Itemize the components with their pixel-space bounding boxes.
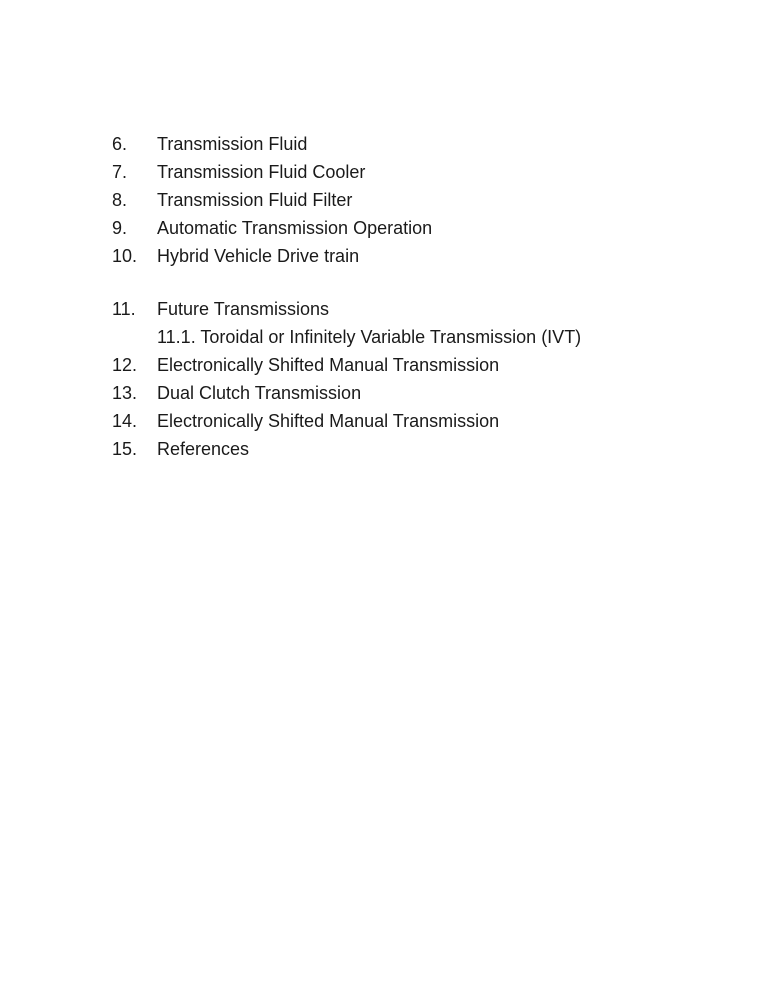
toc-item-label: Automatic Transmission Operation (157, 218, 433, 238)
toc-item (112, 158, 581, 186)
toc-item-number: 12. (112, 355, 138, 375)
toc-item (112, 214, 581, 242)
toc-item-label: Transmission Fluid Filter (157, 190, 353, 210)
toc-item-number: 7. (112, 162, 128, 182)
toc-item-number: 8. (112, 190, 128, 210)
toc-item-number: 13. (112, 383, 138, 403)
toc-item-label: Transmission Fluid (157, 134, 308, 154)
toc-item-label: Hybrid Vehicle Drive train (157, 246, 360, 266)
toc-item-number: 6. (112, 134, 128, 154)
toc-item-number: 9. (112, 218, 128, 238)
toc-subitem-label: 11.1. Toroidal or Infinitely Variable Transmission (IVT) (157, 327, 582, 347)
toc-group-1 (112, 130, 581, 270)
table-of-contents (112, 130, 581, 463)
toc-item-number: 15. (112, 439, 138, 459)
toc-item (112, 186, 581, 214)
toc-group-2 (112, 295, 581, 463)
toc-item-label: References (157, 439, 250, 459)
toc-item-label: Future Transmissions (157, 299, 330, 319)
toc-item-number: 11. (112, 299, 136, 319)
toc-item-number: 10. (112, 246, 138, 266)
toc-item (112, 351, 581, 379)
toc-item (112, 379, 581, 407)
toc-item (112, 407, 581, 435)
toc-item-label: Electronically Shifted Manual Transmission (157, 355, 500, 375)
toc-item-number: 14. (112, 411, 138, 431)
toc-item-label: Dual Clutch Transmission (157, 383, 362, 403)
toc-item (112, 130, 581, 158)
toc-item (112, 295, 581, 323)
toc-item (112, 435, 581, 463)
toc-subitem (112, 323, 581, 351)
toc-item-label: Transmission Fluid Cooler (157, 162, 366, 182)
toc-item-label: Electronically Shifted Manual Transmission (157, 411, 500, 431)
toc-item (112, 242, 581, 270)
